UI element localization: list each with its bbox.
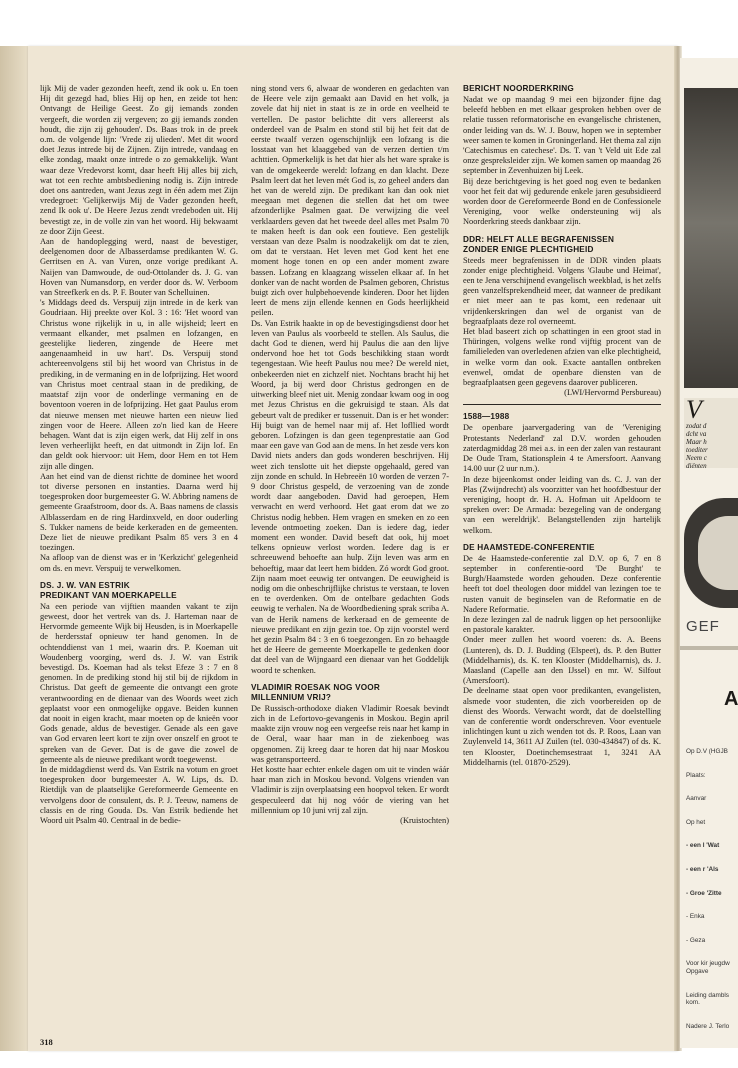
- column-2: [251, 84, 449, 826]
- adjacent-line: - Geza: [686, 936, 706, 944]
- paragraph: 's Middags deed ds. Verspuij zijn intrede in de kerk van Goudriaan. Hij preekte over Kol. 3 : 16: 'Het woord van Christus wone rijkelijk in u, in alle wijsheid; leert en vermaant elkander, met psalmen en lofzangen, en geestelijke liederen, zingende de Heere met aangenaamheid in uw hart'. Ds. Verspuij stond achtereenvolgens stil bij het woord van Christus in de prediking, in de vermaning en in de lofprijzing. Het woord van Christus moet centraal staan in de prediking, de maatstaf zijn voor de onderlinge vermaning en de boventoon voeren in de lofprijzing. Het gaat Paulus erom dat nieuwe mensen met nieuwe harten een nieuw lied zingen voor de Heere. Alleen zo'n lied kan de Heere behagen. Want dat is zijn eigen werk, dat Hij zelf in ons leven verheerlijkt heeft, en dat uitmondt in Zijn lof. En dan geldt ook hiervoor: uit Hem, door Hem en tot Hem zijn alle dingen.: [40, 298, 238, 471]
- paragraph: De Russisch-orthodoxe diaken Vladimir Roesak bevindt zich in de Lefortovo-gevangenis in Moskou. Begin april maakte zijn vrouw nog een vergeefse reis naar het kamp in de Oeral, waar haar man in de ziekenboeg was opgenomen. Zij kreeg daar te horen dat hij naar Moskou was getransporteerd.: [251, 703, 449, 764]
- logo-inner: [698, 516, 738, 590]
- advert-line: zodat d: [686, 422, 707, 430]
- page-number: 318: [40, 1037, 53, 1047]
- column-1: [40, 84, 238, 826]
- paragraph: Steeds meer begrafenissen in de DDR vinden plaats zonder enige plechtigheid. Volgens 'Glaube und Heimat', een te Jena verschijnend evangelisch weekblad, is het zelfs geen vanzelfsprekendheid meer, dat wanneer de predikant er niet meer aan te pas komt, een redenaar uit vrijdenkerskringen dan wel de organist van de begraafplaats deze rol overneemt.: [463, 255, 661, 326]
- adjacent-logo: [684, 498, 738, 608]
- signature-kruistochten: (Kruistochten): [400, 816, 449, 826]
- paragraph: lijk Mij de vader gezonden heeft, zend ik ook u. En toen Hij dit gezegd had, blies Hij op hen, en zeide tot hen: Ontvangt de Heilige Geest. Zo gij iemands zonden vergeeft, die worden zij vergeven; zo gij iemands zonden houdt, die zijn zij gehouden'. Ds. Baas trok in de preek o.m. de volgende lijn: 'Vrede zij ulieden'. Met dit woord doet Jezus intrede bij de Zijnen. Zijn intrede, vandaag en elke zondag, maakt onze intrede o zo gemakkelijk. Want waar deze Vredevorst komt, daar heeft Hij alles bij zich, wat tot een rechte ambtsbediening nodig is. Zijn intrede doet ons aantreden, want Jezus zegt in één adem met Zijn vredegroet: 'Gelijkerwijs Mij de Vader gezonden heeft, zend Ik ook u'. De Heere Jezus zendt vredeboden uit. Hij bevestigt ze, in de volle zin van het woord. Hij bekwaamt ze door Zijn Geest.: [40, 84, 238, 236]
- book-spine: [0, 46, 28, 1051]
- advert-line: Maar h: [686, 438, 707, 446]
- advert-line: diënten: [686, 462, 707, 470]
- divider: [463, 404, 661, 405]
- section-title-van-estrik: DS. J. W. VAN ESTRIK PREDIKANT VAN MOERKAPELLE: [40, 580, 177, 600]
- adjacent-heading: GEF: [686, 618, 720, 635]
- advert-line: dcht va: [686, 430, 707, 438]
- paragraph: Nadat we op maandag 9 mei een bijzonder fijne dag beleefd hebben en met elkaar gesproken hebben over de relatie tussen reformatorische en evangelische christenen, onder leiding van ds. W. J. Bouw, hopen we in september weer samen te komen in Groningerland. Het thema zal zijn 'Catechismus en catechese'. Ds. T. van 't Veld uit Ede zal onze gespreksleider zijn. We komen samen op maandag 26 september in Zevenhuizen bij Leek.: [463, 95, 661, 176]
- paragraph: Aan het eind van de dienst richtte de dominee het woord tot diverse personen en instanties. Daarna werd hij toegesproken door burgemeester G. W. Abbring namens de gemeente Graafstroom, door ds. A. Baas namens de classis Alblasserdam en de ring Hardinxveld, en door ouderling S. Tukker namens de beide kerkeraden en de gemeenten. Deze liet de nieuwe predikant Psalm 85 vers 3 en 4 toezingen.: [40, 471, 238, 553]
- adjacent-big-letter: A: [724, 688, 738, 710]
- paragraph: Na een periode van vijftien maanden vakant te zijn geweest, door het vertrek van ds. J. Harteman naar de Hervormde gemeente Wijk bij Heusden, is in Moerkapelle de herdersstaf opnieuw ter hand genomen. In de ochtenddienst van 1 mei, waarin drs. P. Koeman uit Woudenberg voorging, werd ds. J. W. van Estrik bevestigd. Ds. Koeman had als tekst Efeze 3 : 7 en 8 genomen. In de prediking stond hij stil bij de rijkdom in Christus. Dat geeft de gemeente die ontvangt een grote verantwoording en de dienaar van des Woords weet zich geplaatst voor een onmogelijke opgave. Beiden kunnen dat nooit in eigen kracht, maar moeten op de knieën voor Gods genade, aldus de bevestiger. Genade als een gave van God ervaren leert kort te zijn over onszelf en groot te spreken van de Gever. Dat is de gave die zowel de gemeente als de nieuwe predikant wordt toegewenst.: [40, 601, 238, 764]
- noorderkring-paragraphs: [463, 95, 661, 228]
- paragraph: In de middagdienst werd ds. Van Estrik na votum en groet toegesproken door burgemeester A. W. Lips, ds. D. Rietdijk van de plaatselijke Gereformeerde Gemeente en vervolgens door de consulent, ds. P. J. Teeuw, namens de classis en de ring Gouda. Ds. Van Estrik bediende het Woord uit Psalm 40. Centraal in de bedie-: [40, 765, 238, 826]
- paragraph: Na afloop van de dienst was er in 'Kerkzicht' gelegenheid om ds. en mevr. Verspuij te verwelkomen.: [40, 553, 238, 573]
- advert-lines: [686, 422, 738, 470]
- column-1-paragraphs: [40, 84, 238, 574]
- paragraph: Aan de handoplegging werd, naast de bevestiger, deelgenomen door de Albasserdamse predikanten W. G. Gerritsen en A. van Vuren, onze vorige predikant A. Naijen van Damwoude, de oud-Ottolander ds. J. G. van Hoven van Numansdorp, en verder door ds. W. Verboom van Streefkerk en ds. P. F. Bouter van Schelluinen.: [40, 237, 238, 298]
- column-1-section2-paragraphs: [40, 602, 238, 826]
- paragraph: De openbare jaarvergadering van de 'Vereniging Protestants Nederland' zal D.V. worden gehouden zaterdagmiddag 28 mei a.s. in een der zalen van restaurant De Oude Tram, Stationsplein 4 te Amersfoort. Aanvang 14.00 uur (2 uur n.m.).: [463, 423, 661, 474]
- paragraph: In deze bijeenkomst onder leiding van ds. C. J. van der Plas (Zwijndrecht) als voorzitter van het hoofdbestuur der vereniging, hoopt dr. H. A. Hofman uit Apeldoorn te spreken over: De Armada: bezegeling van de ondergang van een wereldrijk'. Belangstellenden zijn hartelijk welkom.: [463, 474, 661, 535]
- adjacent-line: Op het: [686, 818, 706, 826]
- adjacent-line: Nadere J. Terlo: [686, 1022, 730, 1030]
- advert-initial: V: [686, 395, 702, 424]
- paragraph: Het blad baseert zich op schattingen in een groot stad in Thüringen, volgens welke rond vijftig procent van de familieleden van overledenen afzien van elke plechtigheid, in welke vorm dan ook. Exacte aantallen ontbreken evenwel, omdat de openbare diensten van de begraafplaatsen geen gegevens daarover publiceren.: [463, 327, 661, 388]
- adjacent-line: Voor kir jeugdw Opgave: [686, 960, 730, 975]
- section-title-roesak: VLADIMIR ROESAK NOG VOOR MILLENNIUM VRIJ?: [251, 682, 380, 702]
- section-title-1588-1988: 1588—1988: [463, 412, 510, 422]
- adjacent-line: Plaats:: [686, 771, 706, 779]
- armada-paragraphs: [463, 423, 661, 535]
- column-2-section2-paragraphs: [251, 704, 449, 816]
- column-3: [463, 84, 661, 768]
- haamstede-paragraphs: [463, 554, 661, 768]
- paragraph: ning stond vers 6, alwaar de wonderen en gedachten van de Heere vele zijn gemaakt aan David en het volk, ja zovele dat hij niet in staat is ze in orde en veelheid te vertellen. De pastor belichtte dit vers allereerst als onderdeel van de Psalm en stond stil bij het feit dat de eerste twaalf verzen ogenschijnlijk een lofzang is die losstaat van het klaaggebed van de verzen dertien t/m achttien. Opmerkelijk is het dat hier als het ware sprake is van de omgekeerde wereld: lofzang en dan klacht. Deze Psalm leert dat het leven mét God is, zo geheel anders dan het van de wereld zijn. De predikant kan dan ook niet meegaan met degenen die stellen dat het om twee afzonderlijke Psalmen gaat. De verwijzing die veel verklaarders geven dat het tweede deel alles met Psalm 70 te maken heeft is dan ook een foutieve. Een gestelijk verstaan van deze Psalm is noodzakelijk om dat te zien, om dat te verstaan. Het leven met God kent het ene moment hoge tonen en op een ander moment zware bassen. Lofzang en klaagzang wisselen elkaar af. In het donker van de nacht worden de Psalmen geboren, Christus buigt zich over hulpbehoevende kinderen. Door het lijden leert de mens zijn ellende kennen en Gods heerlijkheid peilen.: [251, 84, 449, 318]
- paragraph: De deelname staat open voor predikanten, evangelisten, alsmede voor studenten, die zich voorbereiden op de dienst des Woords. Verwacht wordt, dat de doelstelling van de conferentie wordt onderschreven. Voor eventuele inlichtingen kunt u zich wenden tot ds. P. Roos, Laan van Zuylenveld 14, 3611 AJ Zuilen (tel. 030-434847) of ds. K. ten Klooster, Doetinchemsestraat 1, 3241 AA Middelharnis (tel. 01870-2529).: [463, 686, 661, 767]
- paragraph: Het kostte haar echter enkele dagen om uit te vinden wáár haar man zich in Moskou bevond. Volgens vrienden van Vladimir is zijn overplaatsing een hoopvol teken. Er wordt gespeculeerd dat hij nog vóór de viering van het millennium op 10 juni vrij zal zijn.: [251, 765, 449, 815]
- signature-lwi: (LWI/Hervormd Persbureau): [564, 388, 661, 398]
- adjacent-advert: [684, 395, 738, 470]
- adjacent-page-strip: [680, 58, 738, 1048]
- paragraph: De 4e Haamstede-conferentie zal D.V. op 6, 7 en 8 september in conferentie-oord 'De Burght' te Burgh/Haamstede worden gehouden. Deze conferentie heeft tot doel theologen door middel van lezingen toe te rusten vanuit de beginselen van de Reformatie en de Nadere Reformatie.: [463, 553, 661, 614]
- column-2-paragraphs: [251, 84, 449, 676]
- adjacent-line: Leiding dambls kom.: [686, 991, 729, 1007]
- adjacent-photo: [684, 88, 738, 388]
- advert-line: Neem c: [686, 454, 707, 462]
- adjacent-line: - een r 'Als: [686, 865, 719, 873]
- paragraph: Onder meer zullen het woord voeren: ds. A. Beens (Lunteren), ds. D. J. Budding (Elspeet), ds. P. den Butter (Middelharnis), ds. K. ten Klooster (Middelharnis), ds. J. Maasland (Capelle aan den IJssel) en mr. W. Silfout (Amersfoort).: [463, 635, 661, 686]
- adjacent-line: - een l 'Wat: [686, 842, 720, 850]
- adjacent-line: - Groe 'Zitte: [686, 889, 722, 897]
- adjacent-line: Op D.V (HGJB: [686, 748, 728, 755]
- section-title-ddr: DDR: HELFT ALLE BEGRAFENISSEN ZONDER ENIGE PLECHTIGHEID: [463, 234, 615, 254]
- paragraph: Bij deze berichtgeving is het goed nog even te bedanken voor het feit dat wij gedurende enkele jaren gesubsidieerd worden door de Gereformeerde Bond en de Confessionele Vereniging, voor welke ondersteuning wij als Noorderkring steeds dankbaar zijn.: [463, 176, 661, 227]
- ddr-paragraphs: [463, 256, 661, 389]
- adjacent-line: Aanvar: [686, 795, 707, 803]
- section-title-haamstede: DE HAAMSTEDE-CONFERENTIE: [463, 542, 595, 552]
- paragraph: In deze lezingen zal de nadruk liggen op het persoonlijke en pastorale karakter.: [463, 614, 661, 635]
- paragraph: Ds. Van Estrik haakte in op de bevestigingsdienst door het leven van Paulus als voorbeeld te stellen. Als Saulus, die dacht God te dienen, werd hij Paulus die aan den lijve ondervond hoe het tot Gods beschikking staan wordt tegengestaan. Wie heeft Paulus nou mee? De wereld niet, onbekeerden niet en zichzelf niet. Nochtans bracht hij het Woord, ja bij werd door Christus gedrongen en de uitwerking bleef niet uit. Menig zondaar kwam oog in oog met Jezus Christus en die gekruisigd te staan. Als dat gebeurt valt de prediker er tussenuit. Dan is er het wonder: Hij buigt van de hemel naar mij af. Het lofllied wordt geboren. Lofzingen is dan geen tegenprestatie aan God maar een gave van God aan de mens. In het zesde vers kon David niets anders dan gods wonderen beschrijven. Hij weet zich tenslotte uit het diepste opgehaald, gered van zijn zonde en schuld. In Hebreeën 10 worden de verzen 7-9 door Christus gespeld, de verzoening van de zonde wordt daar aangeboden. David had geroepen, Hem verwacht en werd verhoord. Het gaat erom dat we zo Christus nodig hebben. Hem vragen en smeken en zo een levende ontmoeting zoeken. Dan is iedere dag, ieder moment een wonder. David beseft dat ook, hij moet telkens opnieuw verlost worden. Iedere dag is er schreeuwend behoefte aan hulp. Zijn leven was arm en behoeftig, maar dat leert hem bidden. Zó wordt God groot. Zijn naam moet eeuwig ter ontvangen. De eeuwigheid is nodig om die onbeschrijflijke christus te verstaan, te loven en te overdenken. Om de ontelbare gedachten Gods eeuwig te verhalen. Na de Woordbediening sprak scriba A. van de Herik namens de kerkeraad en de gemeente de nieuwe predikant en zijn gezin toe. Op zijn voorstel werd het gezin Psalm 84 : 3 en 6 toegezongen. En zo behaagde het de Heere de gemeente Moerkapelle te gedenken door dat deel van de Wijngaard een dienaar van het Goddelijk woord te schenken.: [251, 318, 449, 675]
- adjacent-text-lines: [686, 748, 738, 1046]
- section-title-noorderkring: BERICHT NOORDERKRING: [463, 84, 574, 93]
- adjacent-line: - Enka: [686, 913, 705, 921]
- adjacent-bar: [680, 646, 738, 650]
- advert-line: toediter: [686, 446, 708, 454]
